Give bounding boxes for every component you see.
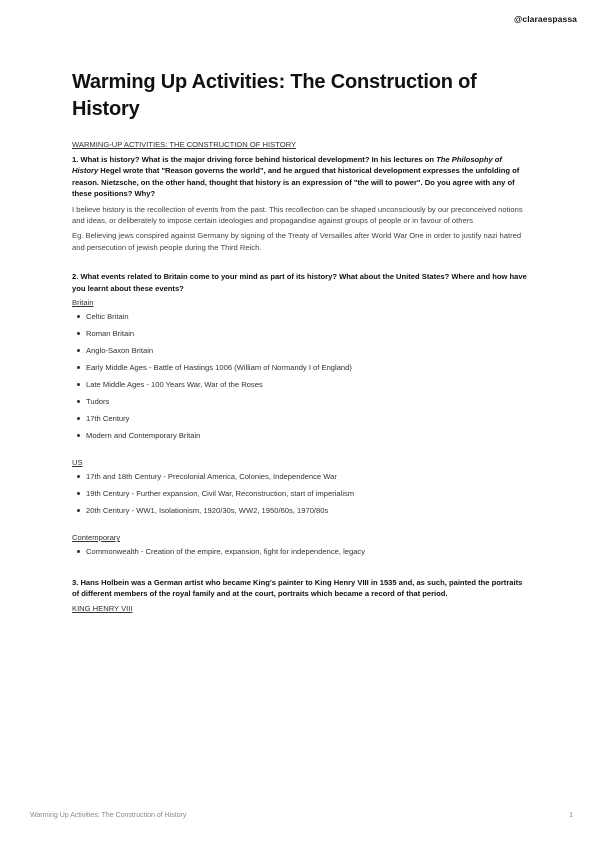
us-label: US	[72, 458, 83, 468]
page-footer	[30, 812, 573, 819]
question-3: 3. Hans Holbein was a German artist who became King's painter to King Henry VIII in 1535 and, as such, painted the portraits of different members of the royal family and at the court, portraits which became a record of that period.	[72, 578, 523, 599]
list-item: 17th and 18th Century - Precolonial America, Colonies, Independence War	[86, 471, 530, 482]
britain-label: Britain	[72, 298, 94, 308]
list-item: 19th Century - Further expansion, Civil War, Reconstruction, start of imperialism	[86, 488, 530, 499]
list-item: Anglo-Saxon Britain	[86, 345, 530, 356]
contemporary-label: Contemporary	[72, 533, 121, 543]
list-item: 20th Century - WW1, Isolationism, 1920/30s, WW2, 1950/60s, 1970/80s	[86, 505, 530, 516]
author-handle: @claraespassa	[514, 14, 577, 24]
page-title: Warming Up Activities: The Construction of History	[72, 71, 477, 120]
document-body	[72, 69, 530, 614]
list-item: Late Middle Ages - 100 Years War, War of the Roses	[86, 379, 530, 390]
list-item: 17th Century	[86, 413, 530, 424]
question-1-italic-title: The Philosophy of History	[72, 155, 502, 176]
question-1	[72, 154, 530, 200]
list-item: Roman Britain	[86, 328, 530, 339]
page-number: 1	[569, 812, 573, 819]
king-henry-label: KING HENRY VIII	[72, 603, 133, 613]
answer-1-example: Eg. Believing jews conspired against Germany by signing of the Treaty of Versailles after World War One in order to justify nazi hatred and persecution of jewish people during the Third Reich.	[72, 231, 522, 252]
list-item: Modern and Contemporary Britain	[86, 430, 530, 441]
question-2: 2. What events related to Britain come to your mind as part of its history? What about the United States? Where and how have you learnt about these events?	[72, 272, 527, 293]
list-item: Celtic Britain	[86, 311, 530, 322]
question-1-text-a: 1. What is history? What is the major driving force behind historical development? In his lectures on	[72, 155, 437, 164]
us-list	[72, 471, 530, 516]
contemporary-list	[72, 546, 530, 557]
question-1-text-b: Hegel wrote that "Reason governs the world", and he argued that historical development expresses the unfolding of reason. Nietzsche, on the other hand, thought that history is an expression of "the will to power". Do you agree with any of these positions? Why?	[72, 166, 520, 199]
list-item: Tudors	[86, 396, 530, 407]
section-heading: WARMING-UP ACTIVITIES: THE CONSTRUCTION OF HISTORY	[72, 140, 297, 149]
answer-1-paragraph: I believe history is the recollection of events from the past. This recollection can be shaped unconsciously by our preconceived notions and ideas, or deliberately to impose certain ideologies and propagandise against groups of people or in favour of others	[72, 204, 523, 226]
britain-list	[72, 311, 530, 441]
footer-title: Warming Up Activities: The Construction of History	[30, 812, 187, 819]
list-item: Early Middle Ages - Battle of Hastings 1006 (William of Normandy I of England)	[86, 362, 530, 373]
list-item: Commonwealth - Creation of the empire, expansion, fight for independence, legacy	[86, 546, 530, 557]
